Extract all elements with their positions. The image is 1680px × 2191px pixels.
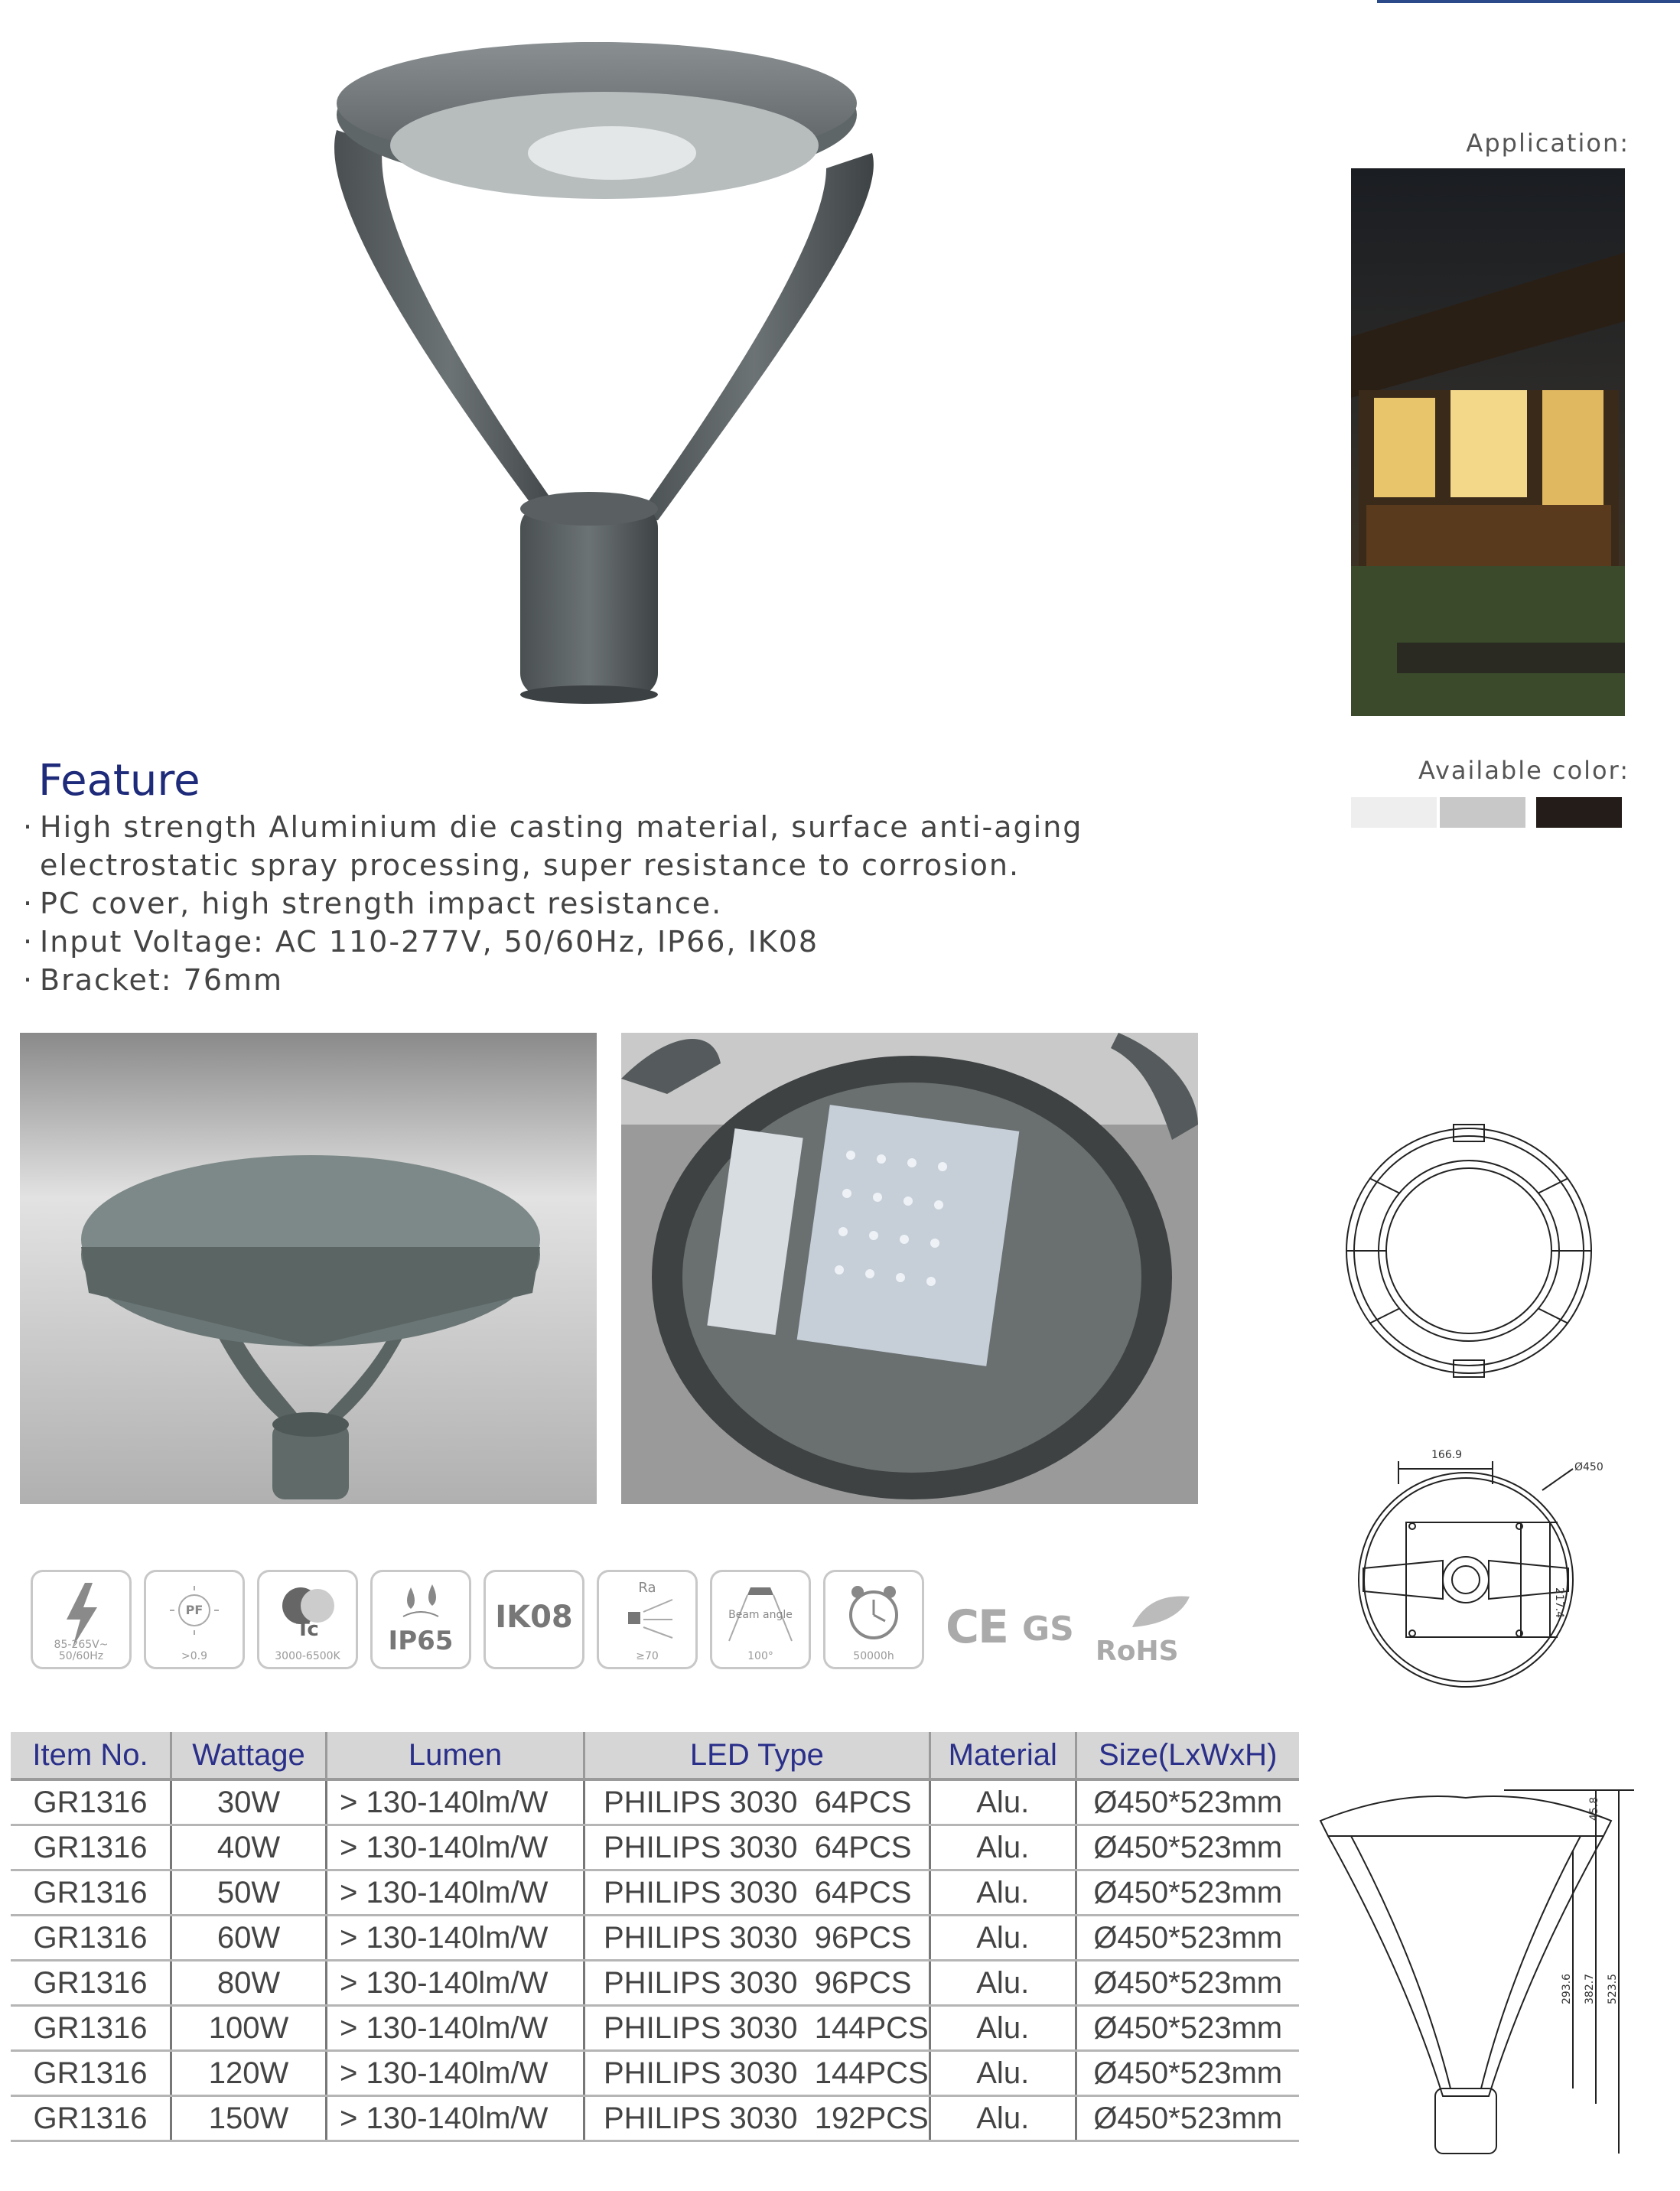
cell-size: Ø450*523mm <box>1076 2006 1299 2051</box>
cell-led-type: PHILIPS 3030 144PCS <box>584 2051 930 2096</box>
feature-title: Feature <box>38 756 200 806</box>
product-render-photo <box>20 1033 597 1504</box>
dim-293-6: 293.6 <box>1561 1973 1573 2004</box>
cell-material: Alu. <box>930 1916 1076 1961</box>
impact-text: IK08 <box>495 1600 573 1635</box>
cell-material: Alu. <box>930 1961 1076 2006</box>
table-row <box>11 1916 1299 1961</box>
cell-item-no: GR1316 <box>11 1961 171 2006</box>
color-temperature-text: Tc <box>296 1618 319 1641</box>
cell-led-type: PHILIPS 3030 64PCS <box>584 1870 930 1916</box>
cell-lumen: > 130-140lm/W <box>327 1825 584 1870</box>
cell-item-no: GR1316 <box>11 2051 171 2096</box>
dim-217-4: 217.4 <box>1553 1587 1565 1619</box>
col-size: Size(LxWxH) <box>1076 1732 1299 1779</box>
cell-lumen: > 130-140lm/W <box>327 1961 584 2006</box>
col-material: Material <box>930 1732 1076 1779</box>
top-view-drawing <box>1339 1109 1599 1400</box>
dim-523-5: 523.5 <box>1607 1973 1619 2004</box>
cell-led-type: PHILIPS 3030 96PCS <box>584 1916 930 1961</box>
dim-166-9: 166.9 <box>1431 1449 1463 1461</box>
color-temperature-caption: 3000-6500K <box>275 1650 340 1662</box>
cell-wattage: 50W <box>171 1870 327 1916</box>
top-accent-rule <box>1377 0 1680 3</box>
col-led-type: LED Type <box>584 1732 930 1779</box>
feature-item: · PC cover, high strength impact resistance. <box>23 884 1170 923</box>
product-internal-photo <box>621 1033 1198 1504</box>
cell-wattage: 30W <box>171 1779 327 1825</box>
table-row <box>11 1779 1299 1825</box>
voltage-caption: 85-265V~ 50/60Hz <box>54 1639 109 1662</box>
col-item-no: Item No. <box>11 1732 171 1779</box>
beam-angle-spec <box>710 1570 811 1669</box>
rohs-mark: RoHS <box>1096 1636 1179 1667</box>
ce-mark: CE <box>946 1600 1008 1654</box>
cell-wattage: 60W <box>171 1916 327 1961</box>
cell-lumen: > 130-140lm/W <box>327 1870 584 1916</box>
power-factor-text: PF <box>185 1603 203 1617</box>
cell-led-type: PHILIPS 3030 64PCS <box>584 1779 930 1825</box>
application-photo <box>1351 168 1625 716</box>
cell-material: Alu. <box>930 2006 1076 2051</box>
power-factor-spec <box>144 1570 245 1669</box>
cell-item-no: GR1316 <box>11 1870 171 1916</box>
table-row <box>11 2051 1299 2096</box>
cell-material: Alu. <box>930 2096 1076 2141</box>
feature-list <box>23 808 1170 999</box>
lifespan-spec <box>823 1570 924 1669</box>
available-color-label: Available color: <box>1418 756 1630 785</box>
cell-item-no: GR1316 <box>11 2006 171 2051</box>
dim-45-8: 45.8 <box>1588 1796 1600 1821</box>
cell-size: Ø450*523mm <box>1076 1916 1299 1961</box>
cell-item-no: GR1316 <box>11 1779 171 1825</box>
cell-lumen: > 130-140lm/W <box>327 1779 584 1825</box>
lifespan-caption: 50000h <box>853 1650 894 1662</box>
product-hero-image <box>291 31 918 719</box>
color-swatch-white <box>1351 797 1437 828</box>
cell-material: Alu. <box>930 1825 1076 1870</box>
cell-led-type: PHILIPS 3030 192PCS <box>584 2096 930 2141</box>
cell-wattage: 40W <box>171 1825 327 1870</box>
voltage-spec <box>31 1570 132 1669</box>
cell-led-type: PHILIPS 3030 144PCS <box>584 2006 930 2051</box>
table-row <box>11 1870 1299 1916</box>
col-wattage: Wattage <box>171 1732 327 1779</box>
spec-table <box>11 1732 1299 2142</box>
color-temperature-spec <box>257 1570 358 1669</box>
table-row <box>11 1825 1299 1870</box>
waterproof-text: IP65 <box>388 1626 454 1656</box>
color-swatch-black <box>1536 797 1622 828</box>
table-header-row <box>11 1732 1299 1779</box>
impact-spec <box>483 1570 584 1669</box>
cell-lumen: > 130-140lm/W <box>327 2051 584 2096</box>
cell-size: Ø450*523mm <box>1076 1961 1299 2006</box>
cell-item-no: GR1316 <box>11 1916 171 1961</box>
table-row <box>11 2096 1299 2141</box>
beam-angle-caption: 100° <box>747 1650 773 1662</box>
rohs-leaf-icon <box>1117 1593 1193 1631</box>
cell-size: Ø450*523mm <box>1076 1779 1299 1825</box>
dim-382-7: 382.7 <box>1584 1973 1596 2004</box>
spec-icon-row <box>31 1570 1209 1685</box>
gs-mark: GS <box>1022 1610 1074 1649</box>
cell-item-no: GR1316 <box>11 1825 171 1870</box>
table-row <box>11 1961 1299 2006</box>
cell-material: Alu. <box>930 1779 1076 1825</box>
cell-lumen: > 130-140lm/W <box>327 1916 584 1961</box>
cell-wattage: 80W <box>171 1961 327 2006</box>
color-rendering-caption: ≥70 <box>636 1650 659 1662</box>
cell-wattage: 150W <box>171 2096 327 2141</box>
dim-diameter-450: Ø450 <box>1574 1461 1603 1473</box>
cell-wattage: 100W <box>171 2006 327 2051</box>
cell-led-type: PHILIPS 3030 64PCS <box>584 1825 930 1870</box>
bottom-view-drawing <box>1313 1438 1634 1691</box>
col-lumen: Lumen <box>327 1732 584 1779</box>
color-rendering-text: Ra <box>638 1580 656 1596</box>
feature-item: · Bracket: 76mm <box>23 961 1170 999</box>
feature-item: · Input Voltage: AC 110-277V, 50/60Hz, IP66, IK08 <box>23 923 1170 961</box>
color-rendering-spec <box>597 1570 698 1669</box>
cell-size: Ø450*523mm <box>1076 2051 1299 2096</box>
cell-lumen: > 130-140lm/W <box>327 2096 584 2141</box>
beam-angle-text: Beam angle <box>728 1609 793 1621</box>
table-row <box>11 2006 1299 2051</box>
power-factor-caption: >0.9 <box>181 1650 207 1662</box>
cell-material: Alu. <box>930 1870 1076 1916</box>
cell-size: Ø450*523mm <box>1076 2096 1299 2141</box>
cell-size: Ø450*523mm <box>1076 1870 1299 1916</box>
cell-wattage: 120W <box>171 2051 327 2096</box>
cell-led-type: PHILIPS 3030 96PCS <box>584 1961 930 2006</box>
cell-material: Alu. <box>930 2051 1076 2096</box>
waterproof-spec <box>370 1570 471 1669</box>
side-view-drawing <box>1313 1775 1649 2157</box>
cell-size: Ø450*523mm <box>1076 1825 1299 1870</box>
feature-item: · High strength Aluminium die casting material, surface anti-aging electrostatic spray processing, super resistance to corrosion. <box>23 808 1170 884</box>
cell-item-no: GR1316 <box>11 2096 171 2141</box>
color-swatch-grey <box>1440 797 1525 828</box>
cell-lumen: > 130-140lm/W <box>327 2006 584 2051</box>
application-label: Application: <box>1466 129 1630 158</box>
